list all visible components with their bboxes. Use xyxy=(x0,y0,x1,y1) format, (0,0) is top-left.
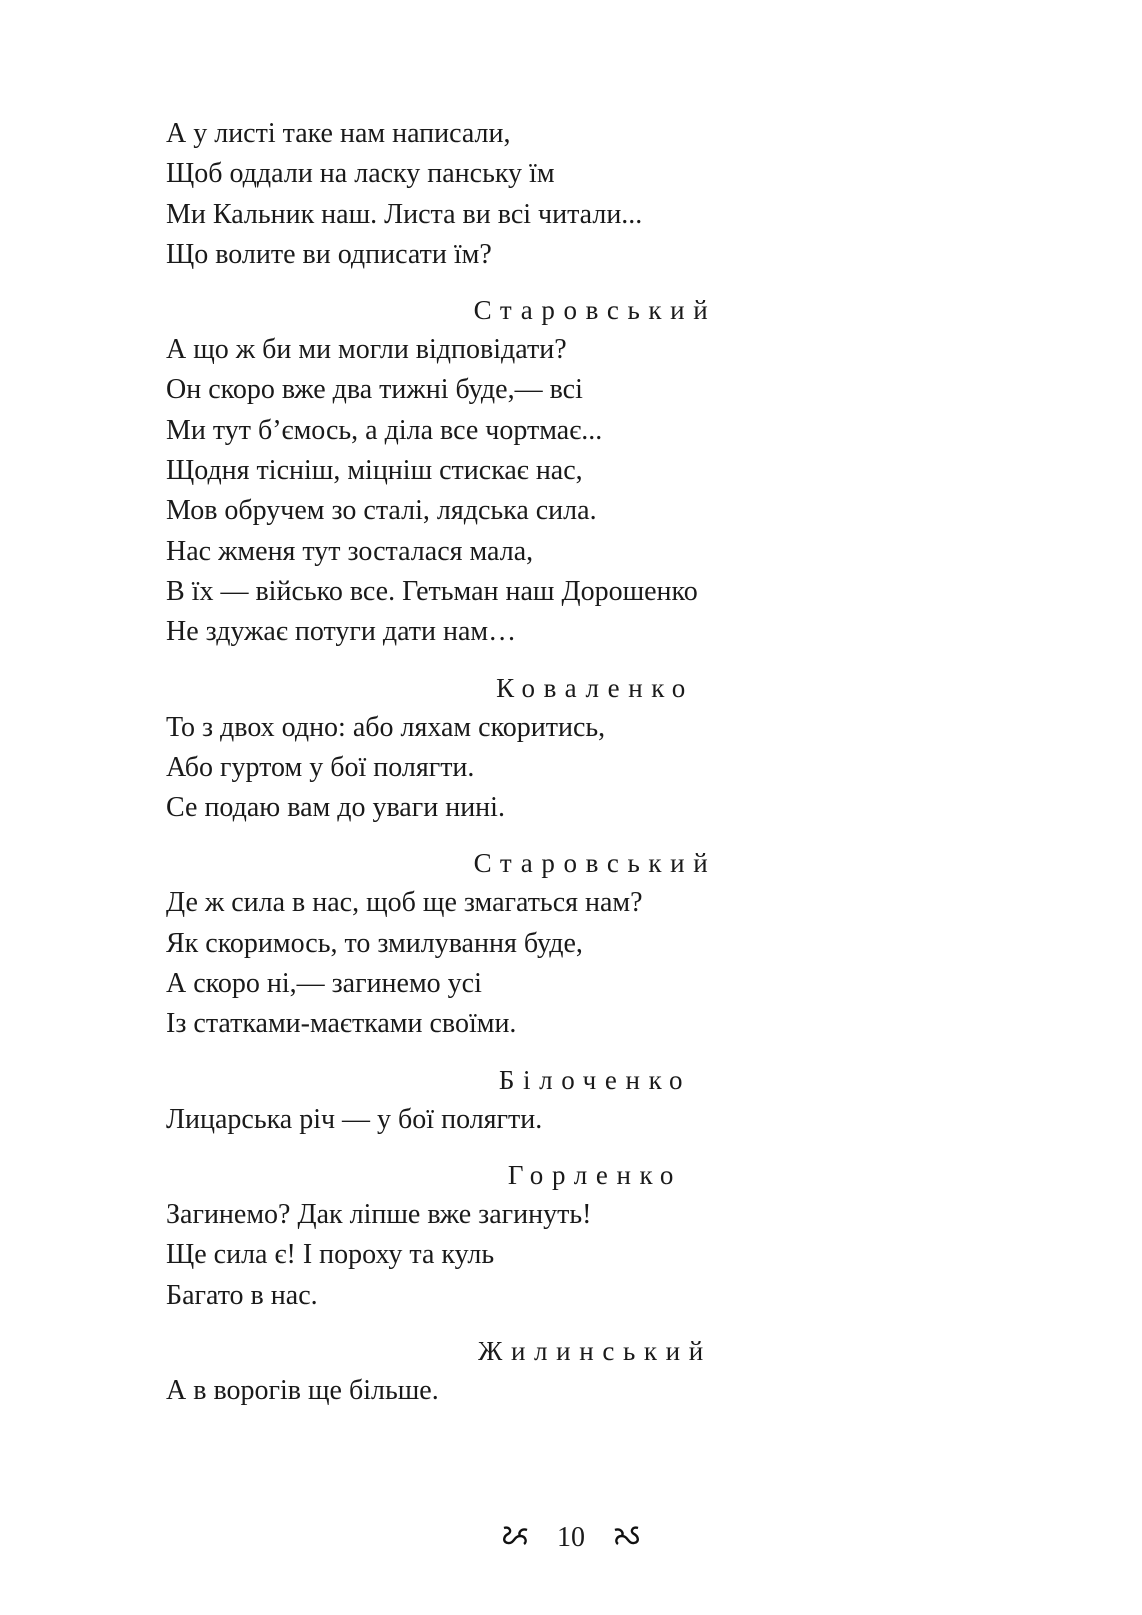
verse-line: Із статками-маєтками своїми. xyxy=(166,1008,517,1040)
verse-line: То з двох одно: або ляхам скоритись, xyxy=(166,711,606,743)
verse-line: А скоро ні,— загинемо усі xyxy=(166,968,482,1000)
right-ornament-icon xyxy=(612,1522,642,1553)
left-ornament-icon xyxy=(500,1522,537,1553)
speaker-name: Жилинський xyxy=(478,1335,712,1366)
verse-line: Де ж сила в нас, щоб ще змагаться нам? xyxy=(166,887,643,919)
page-number: 10 xyxy=(557,1522,585,1553)
verse-line: Се подаю вам до уваги нині. xyxy=(166,792,505,824)
verse-line: Як скоримось, то змилування буде, xyxy=(166,927,583,959)
speech-block xyxy=(166,668,1026,829)
speech-block xyxy=(166,290,1026,652)
verse-line: Загинемо? Дак ліпше вже загинуть! xyxy=(166,1198,592,1230)
play-text xyxy=(166,114,1026,1411)
verse-line: Ще сила є! І пороху та куль xyxy=(166,1239,495,1271)
speaker-name: Горленко xyxy=(507,1159,683,1190)
verse-line: Он скоро вже два тижні буде,— всі xyxy=(166,374,583,406)
verse-line: В їх — військо все. Гетьман наш Дорошенко xyxy=(166,575,698,607)
speaker-name: Білоченко xyxy=(498,1064,692,1095)
verse-line: Нас жменя тут зосталася мала, xyxy=(166,535,534,567)
verse-line: Лицарська річ — у бої полягти. xyxy=(166,1103,543,1135)
speaker-name: Старовський xyxy=(473,848,717,879)
verse-line: Щоб оддали на ласку панську їм xyxy=(166,158,555,190)
verse-line: Ми тут б’ємось, а діла все чортмає... xyxy=(166,414,603,446)
speaker-name: Коваленко xyxy=(496,672,694,703)
verse-line: Багато в нас. xyxy=(166,1279,318,1311)
verse-line: Або гуртом у бої полягти. xyxy=(166,751,475,783)
speech-block xyxy=(166,843,1026,1044)
verse-line: А у листі таке нам написали, xyxy=(166,118,511,149)
verse-line: Щодня тісніш, міцніш стискає нас, xyxy=(166,455,583,487)
speech-block xyxy=(166,114,1026,275)
speaker-name: Старовський xyxy=(473,295,717,326)
verse-line: Мов обручем зо сталі, лядська сила. xyxy=(166,495,597,527)
verse-line: А що ж би ми могли відповідати? xyxy=(166,334,567,366)
speech-block xyxy=(166,1155,1026,1316)
page-footer xyxy=(0,1518,1142,1558)
speech-block xyxy=(166,1060,1026,1140)
verse-line: Ми Кальник наш. Листа ви всі читали... xyxy=(166,198,643,230)
verse-line: Що волите ви одписати їм? xyxy=(166,238,492,270)
verse-line: А в ворогів ще більше. xyxy=(166,1374,439,1406)
speech-block xyxy=(166,1331,1026,1411)
verse-line: Не здужає потуги дати нам… xyxy=(166,616,517,648)
